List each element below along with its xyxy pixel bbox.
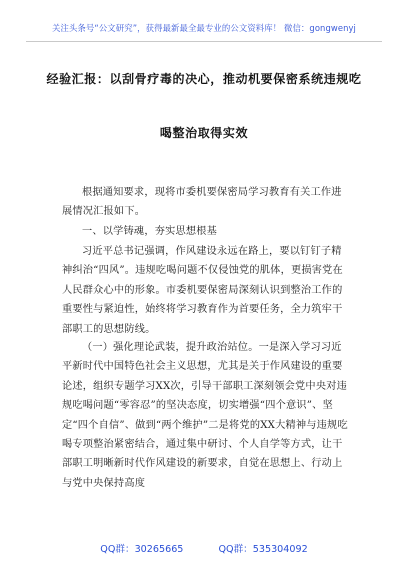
section-heading-1: 一、以学铸魂，夯实思想根基 [82, 226, 218, 237]
footer-qq-group-1: QQ群：30265665 [100, 544, 184, 555]
footer-contact [0, 541, 408, 555]
footer-qq-group-2: QQ群：535304092 [218, 544, 308, 555]
body-paragraph-1: 习近平总书记强调，作风建设永远在路上，要以钉钉子精神纠治“四风”。违规吃喝问题不仅侵蚀党的肌体，更损害党在人民群众心中的形象。市委机要保密局深刻认识到整治工作的重要性与紧迫性，始终将学习教育作为首要任务，全力筑牢干部职工的思想防线。 [62, 246, 343, 335]
document-title-line-1: 经验汇报：以刮骨疗毒的决心，推动机要保密系统违规吃 [46, 72, 362, 86]
body-paragraph-2: （一）强化理论武装，提升政治站位。一是深入学习习近平新时代中国特色社会主义思想，尤其是关于作风建设的重要论述，组织专题学习XX次，引导干部职工深刻领会党中央对违规吃喝问题“零容忍”的坚决态度，切实增强“四个意识”、坚定“四个自信”、做到“两个维护”二是将党的XX大精神与违规吃喝专项整治紧密结合，通过集中研讨、个人自学等方式，让干部职工明晰新时代作风建设的新要求，自觉在思想上、行动上与党中央保持高度 [62, 342, 348, 489]
header-divider [26, 41, 382, 42]
header-banner-text: 关注头条号“公文研究”，获得最新最全最专业的公文资料库！ 微信：gongwenyj [52, 23, 356, 33]
document-title-line-2: 喝整治取得实效 [159, 126, 249, 140]
intro-paragraph: 根据通知要求，现将市委机要保密局学习教育有关工作进展情况汇报如下。 [62, 187, 342, 218]
